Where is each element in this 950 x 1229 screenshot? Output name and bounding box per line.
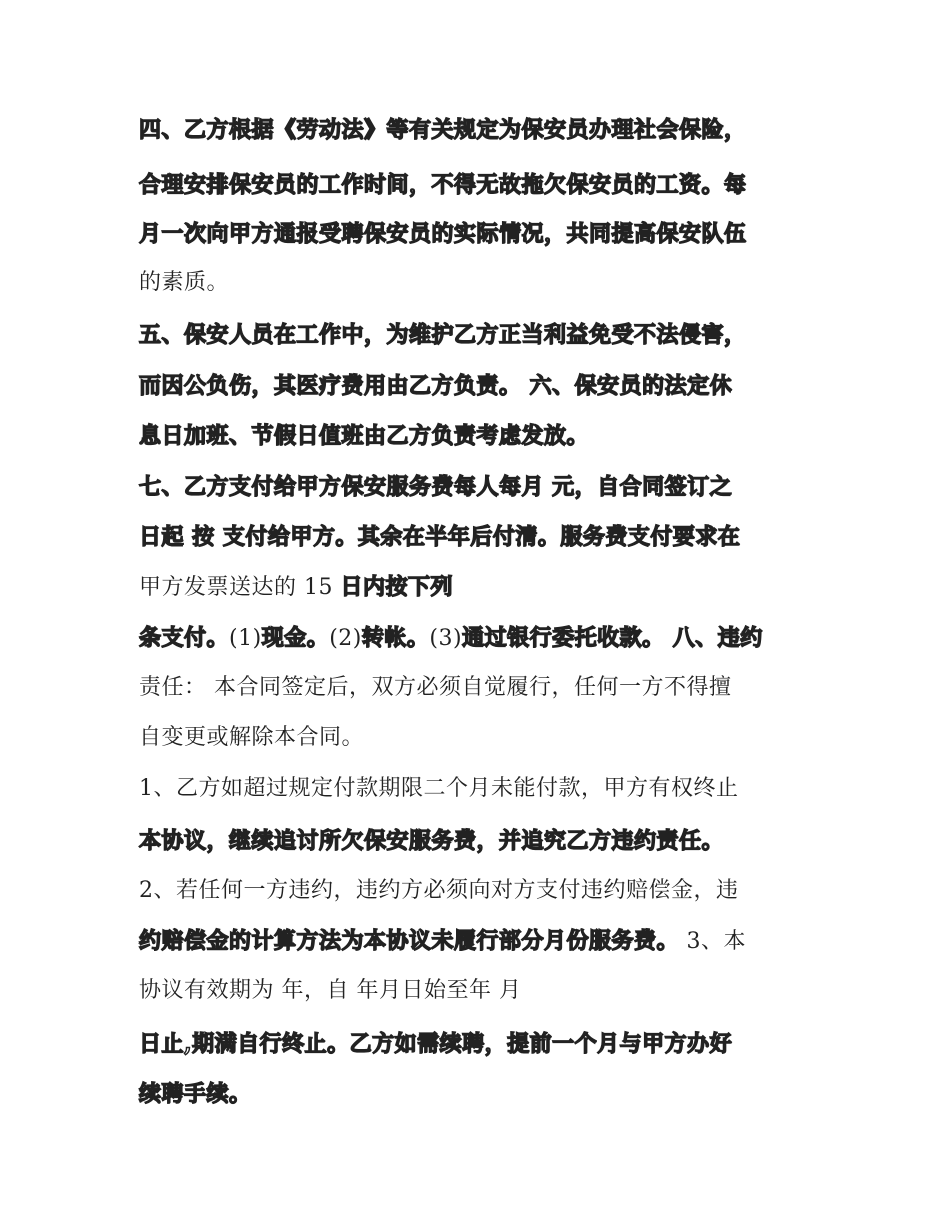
text-line: 息日加班、节假日值班由乙方负责考虑发放。: [139, 423, 590, 449]
text-line: 协议有效期为 年，自 年月日始至年 月: [139, 978, 522, 1003]
text-line: [139, 926, 746, 957]
text-segment: 约赔偿金的计算方法为本协议未履行部分月份服务费。: [139, 928, 680, 954]
text-line: 的素质。: [139, 270, 230, 295]
text-line: [139, 623, 763, 654]
text-segment: 现金。: [261, 625, 330, 651]
text-line: [139, 572, 453, 603]
text-line: 七、乙方支付给甲方保安服务费每人每月 元，自合同签订之: [139, 474, 733, 500]
text-line: 日止,期满自行终止。乙方如需续聘，提前一个月与甲方办好: [139, 1031, 733, 1057]
text-segment: (1): [229, 626, 262, 651]
text-line: 自变更或解除本合同。: [139, 725, 365, 750]
text-line: 日起 按 支付给甲方。其余在半年后付清。服务费支付要求在: [139, 524, 741, 550]
text-segment: 条支付。: [139, 625, 230, 651]
text-segment: (2): [329, 626, 362, 651]
text-line: 2、若任何一方违约，违约方必须向对方支付违约赔偿金，违: [139, 878, 739, 903]
text-segment: 日内按下列: [340, 574, 453, 600]
text-line: 本协议，继续追讨所欠保安服务费，并追究乙方违约责任。: [139, 828, 725, 854]
text-line: 而因公负伤，其医疗费用由乙方负责。 六、保安员的法定休: [139, 373, 733, 399]
text-line: 月一次向甲方通报受聘保安员的实际情况，共同提高保安队伍: [139, 221, 747, 247]
text-segment: (3): [429, 626, 463, 651]
text-segment: 3、本: [679, 929, 747, 954]
text-line: 1、乙方如超过规定付款期限二个月未能付款，甲方有权终止: [139, 776, 739, 801]
text-line: 合理安排保安员的工作时间，不得无故拖欠保安员的工资。每: [139, 172, 747, 198]
text-segment: 甲方发票送达的 15: [139, 575, 341, 600]
text-line: 五、保安人员在工作中，为维护乙方正当利益免受不法侵害，: [139, 322, 747, 348]
text-line: 续聘手续。: [139, 1081, 252, 1107]
text-line: 四、乙方根据《劳动法》等有关规定为保安员办理社会保险，: [139, 117, 747, 143]
text-line: 责任： 本合同签定后，双方必须自觉履行，任何一方不得擅: [139, 675, 732, 700]
text-segment: 通过银行委托收款。 八、违约: [462, 625, 763, 651]
text-segment: 转帐。: [361, 625, 430, 651]
